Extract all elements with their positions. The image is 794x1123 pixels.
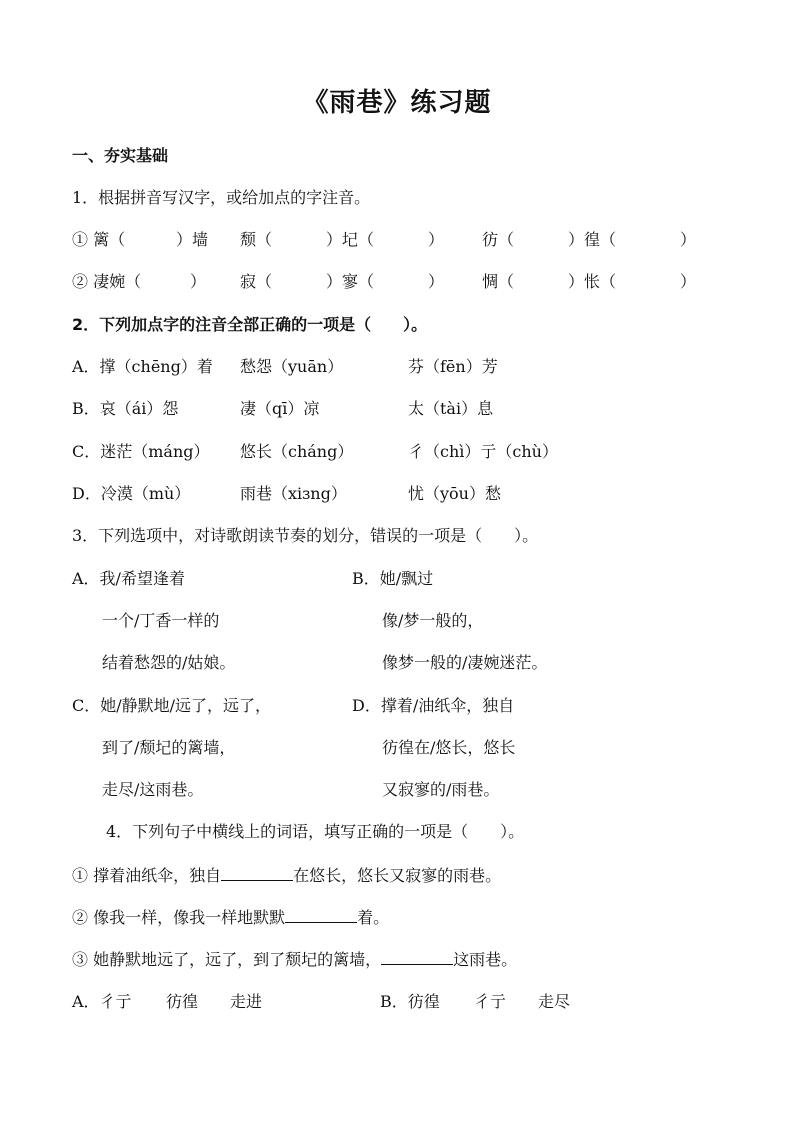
q1-row2-part: ） (680, 272, 697, 291)
q1-row2-part: ）怅（ (568, 272, 617, 291)
answer-blank[interactable] (285, 906, 357, 923)
q3-option-a-line-2: 一个/丁香一样的 (102, 611, 220, 630)
question-4-stem: 4．下列句子中横线上的词语，填写正确的一项是（ ）。 (106, 822, 525, 841)
q2-option-d-2: 雨巷（xiɜng） (240, 484, 347, 503)
q4-option-a-3: 走进 (230, 992, 263, 1011)
q3-option-b-line-3: 像梦一般的/凄婉迷茫。 (382, 653, 548, 672)
q1-row1-part: ） (428, 230, 445, 249)
q2-option-a-3: 芬（fēn）芳 (408, 357, 498, 376)
sentence-text: ② 像我一样，像我一样地默默 (72, 908, 286, 927)
q2-option-d-1: D．冷漠（mù） (72, 484, 191, 503)
q1-row2-part: 惆（ (482, 272, 515, 291)
q2-option-a-2: 愁怨（yuān） (240, 357, 344, 376)
q4-option-a-1: A．彳亍 (72, 992, 132, 1011)
q3-option-c-line-3: 走尽/这雨巷。 (102, 780, 204, 799)
q1-row1-part: ） (680, 230, 697, 249)
q2-option-b-2: 凄（qī）凉 (240, 399, 320, 418)
q2-option-b-3: 太（tài）息 (408, 399, 494, 418)
q1-row1-part: 颓（ (240, 230, 273, 249)
sentence-text: 着。 (357, 908, 390, 927)
q3-option-d-line-3: 又寂寥的/雨巷。 (382, 780, 500, 799)
q1-row1-part: ）圮（ (326, 230, 375, 249)
q2-option-a-1: A．撑（chēng）着 (72, 357, 213, 376)
q1-row2-part: ） (190, 272, 207, 291)
q3-option-a-line-1: A．我/希望逢着 (72, 569, 185, 588)
q4-option-b-3: 走尽 (538, 992, 571, 1011)
q4-option-a-2: 彷徨 (166, 992, 199, 1011)
question-3-stem: 3．下列选项中，对诗歌朗读节奏的划分，错误的一项是（ ）。 (72, 526, 539, 545)
question-1-stem: 1．根据拼音写汉字，或给加点的字注音。 (72, 188, 371, 207)
q3-option-d-line-1: D．撑着/油纸伞，独自 (352, 696, 515, 715)
q1-row2-part: ）寥（ (326, 272, 375, 291)
question-2-stem: 2．下列加点字的注音全部正确的一项是（ ）。 (72, 315, 428, 334)
q1-row2-part: 寂（ (240, 272, 273, 291)
q4-sentence-2 (72, 906, 389, 929)
q3-option-c-line-1: C．她/静默地/远了，远了， (72, 696, 272, 715)
sentence-text: ③ 她静默地远了，远了，到了颓圮的篱墙， (72, 950, 382, 969)
q3-option-c-line-2: 到了/颓圮的篱墙， (102, 738, 236, 757)
q2-option-c-3: 彳（chì）亍（chù） (408, 442, 558, 461)
q4-option-b-1: B．彷徨 (380, 992, 440, 1011)
q3-option-a-line-3: 结着愁怨的/姑娘。 (102, 653, 236, 672)
q2-option-d-3: 忧（yōu）愁 (408, 484, 501, 503)
q3-option-b-line-2: 像/梦一般的， (382, 611, 484, 630)
page-title: 《雨巷》练习题 (302, 88, 492, 118)
q1-row2-part: ② 凄婉（ (72, 272, 142, 291)
row-text: ① 篱（ (72, 230, 126, 249)
q4-sentence-1 (72, 864, 501, 887)
q3-option-b-line-1: B．她/飘过 (352, 569, 434, 588)
question-1-row-1 (72, 229, 125, 251)
q1-row1-part: ）徨（ (568, 230, 617, 249)
sentence-text: 在悠长，悠长又寂寥的雨巷。 (293, 866, 502, 885)
q2-option-c-1: C．迷茫（máng） (72, 442, 210, 461)
q4-sentence-3 (72, 948, 517, 971)
q2-option-b-1: B．哀（ái）怨 (72, 399, 179, 418)
q1-row2-part: ） (428, 272, 445, 291)
section-heading: 一、夯实基础 (72, 146, 169, 165)
q1-row1-part: ）墙 (176, 230, 209, 249)
sentence-text: 这雨巷。 (453, 950, 518, 969)
sentence-text: ① 撑着油纸伞，独自 (72, 866, 222, 885)
answer-blank[interactable] (221, 864, 293, 881)
q1-row1-part: 彷（ (482, 230, 515, 249)
q3-option-d-line-2: 彷徨在/悠长，悠长 (382, 738, 516, 757)
answer-blank[interactable] (381, 948, 453, 965)
q2-option-c-2: 悠长（cháng） (240, 442, 354, 461)
q4-option-b-2: 彳亍 (474, 992, 507, 1011)
